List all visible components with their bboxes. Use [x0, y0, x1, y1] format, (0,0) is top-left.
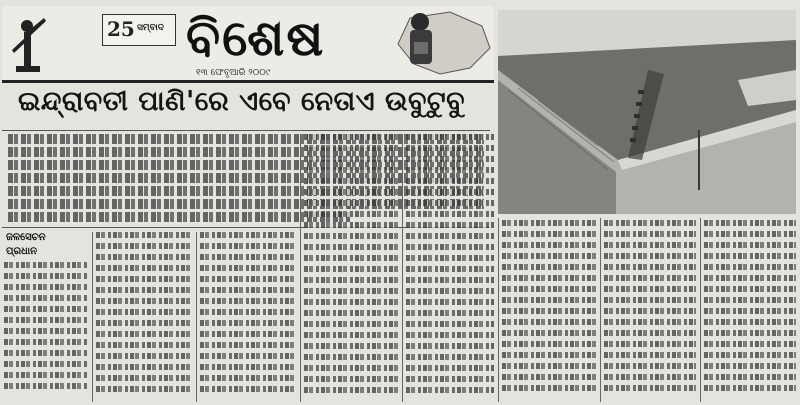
section-title: ବିଶେଷ	[186, 8, 326, 67]
article-headline: ଇନ୍ଦ୍ରାବତୀ ପାଣି'ରେ ଏବେ ନେତାଏ ଉବୁଟୁବୁ	[18, 86, 465, 117]
body-column	[4, 262, 88, 394]
body-column	[304, 134, 398, 398]
body-column	[604, 220, 696, 396]
statue-logo-icon	[6, 10, 50, 74]
subhead-1: ଜଳସେଚନ	[6, 232, 46, 243]
odisha-map-icon	[390, 8, 494, 78]
body-column	[406, 134, 494, 398]
section-masthead	[2, 6, 494, 83]
subhead-2: ପ୍ରଧାନ	[6, 246, 37, 257]
anniversary-number: 25	[107, 17, 135, 41]
dam-photo	[498, 10, 796, 214]
brand-name: ସମ୍ବାଦ	[137, 23, 164, 33]
body-column	[200, 232, 296, 397]
body-column	[704, 220, 796, 396]
body-column	[502, 220, 596, 396]
body-column	[96, 232, 192, 397]
dateline: ୧୩ ଫେବୃଆରି ୨୦୦୯	[196, 68, 271, 78]
anniversary-badge	[102, 14, 176, 46]
